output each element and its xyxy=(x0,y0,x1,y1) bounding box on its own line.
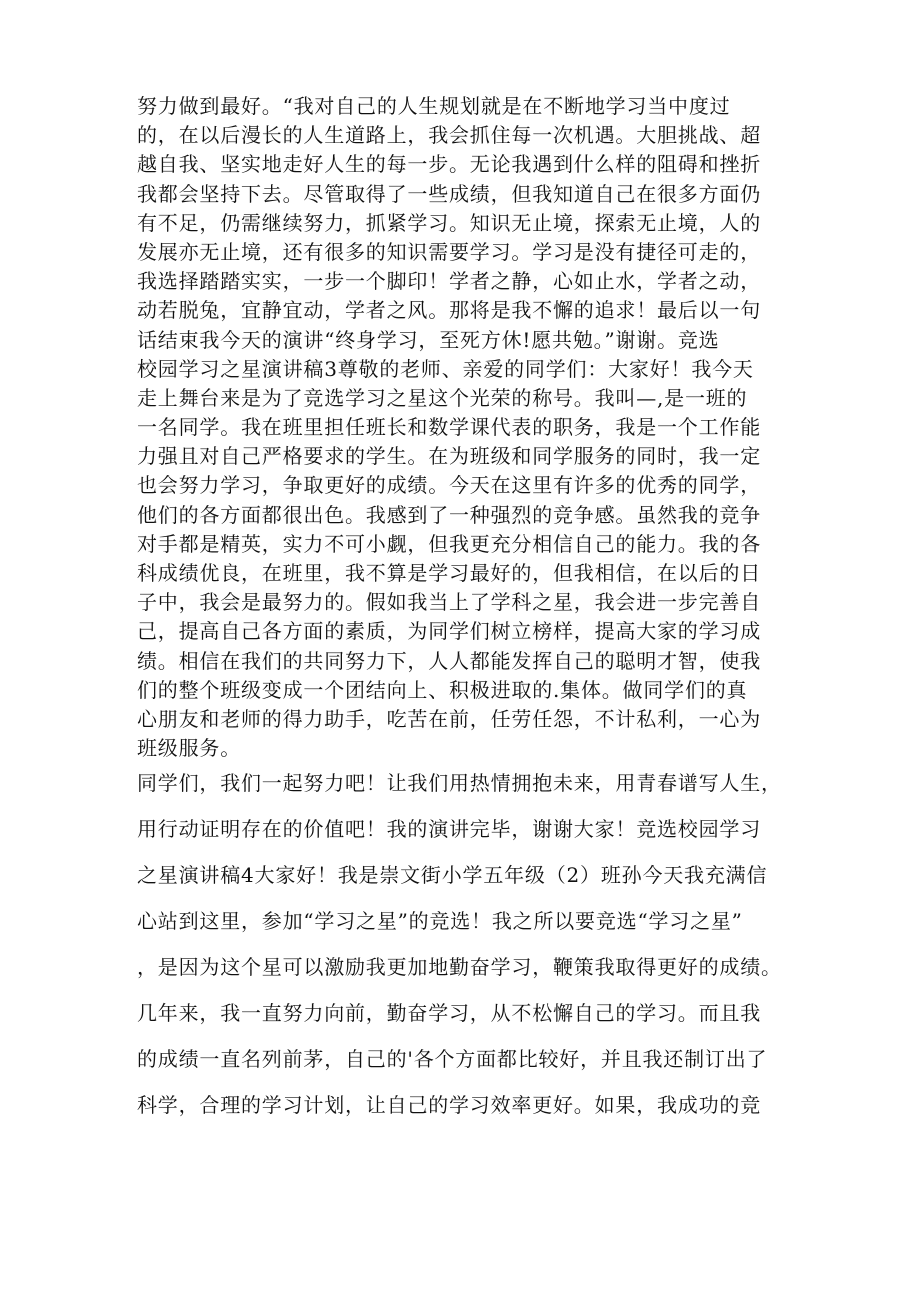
text-line: 之星演讲稿4大家好！我是崇文街小学五年级（2）班孙今天我充满信 xyxy=(137,863,768,887)
text-line: 己，提高自己各方面的素质，为同学们树立榜样，提高大家的学习成 xyxy=(137,619,761,644)
text-line: 努力做到最好。“我对自己的人生规划就是在不断地学习当中度过 xyxy=(137,94,731,118)
text-line: 的成绩一直名列前茅，自己的'各个方面都比较好，并且我还制订出了 xyxy=(137,1047,768,1071)
text-line: 校园学习之星演讲稿3尊敬的老师、亲爱的同学们：大家好！我今天 xyxy=(137,356,754,381)
text-line: 走上舞台来是为了竞选学习之星这个光荣的称号。我叫—,是一班的 xyxy=(137,385,748,410)
text-line: 的，在以后漫长的人生道路上，我会抓住每一次机遇。大胆挑战、超 xyxy=(137,123,761,148)
text-line: 子中，我会是最努力的。假如我当上了学科之星，我会进一步完善自 xyxy=(137,590,761,615)
text-line: 有不足，仍需继续努力，抓紧学习。知识无止境，探索无止境，人的 xyxy=(137,210,761,235)
text-line: 力强且对自己严格要求的学生。在为班级和同学服务的同时，我一定 xyxy=(137,444,761,469)
text-line: 话结束我今天的演讲“终身学习，至死方休!愿共勉。”谢谢。竞选 xyxy=(137,327,720,352)
text-line: 们的整个班级变成一个团结向上、积极进取的.集体。做同学们的真 xyxy=(137,677,748,702)
text-line: 一名同学。我在班里担任班长和数学课代表的职务，我是一个工作能 xyxy=(137,415,761,440)
text-line: 越自我、坚实地走好人生的每一步。无论我遇到什么样的阻碍和挫折 xyxy=(137,152,761,177)
text-line: 动若脱兔，宜静宜动，学者之风。那将是我不懈的追求！最后以一句 xyxy=(137,298,761,323)
text-line: 同学们，我们一起努力吧！让我们用热情拥抱未来，用青春谱写人生， xyxy=(137,771,782,795)
text-line: 用行动证明存在的价值吧！我的演讲完毕，谢谢大家！竞选校园学习 xyxy=(137,817,761,841)
paragraph-dense xyxy=(137,92,817,763)
text-line: 几年来，我一直努力向前，勤奋学习，从不松懈自己的学习。而且我 xyxy=(137,1001,761,1025)
text-line: 班级服务。 xyxy=(137,736,241,761)
text-line: 心站到这里，参加“学习之星”的竞选！我之所以要竞选“学习之星” xyxy=(137,909,743,933)
paragraph-sparse xyxy=(137,760,817,1128)
text-line: 发展亦无止境，还有很多的知识需要学习。学习是没有捷径可走的， xyxy=(137,239,761,264)
text-line: 也会努力学习，争取更好的成绩。今天在这里有许多的优秀的同学， xyxy=(137,473,761,498)
text-line: 他们的各方面都很出色。我感到了一种强烈的竞争感。虽然我的竞争 xyxy=(137,502,761,527)
text-line: ，是因为这个星可以激励我更加地勤奋学习，鞭策我取得更好的成绩。 xyxy=(137,955,782,979)
text-line: 科成绩优良，在班里，我不算是学习最好的，但我相信，在以后的日 xyxy=(137,561,761,585)
text-line: 心朋友和老师的得力助手，吃苦在前，任劳任怨，不计私利，一心为 xyxy=(137,706,761,731)
text-line: 科学，合理的学习计划，让自己的学习效率更好。如果，我成功的竞 xyxy=(137,1093,761,1117)
text-line: 我都会坚持下去。尽管取得了一些成绩，但我知道自己在很多方面仍 xyxy=(137,181,761,206)
text-line: 对手都是精英，实力不可小觑，但我更充分相信自己的能力。我的各 xyxy=(137,531,761,556)
text-line: 我选择踏踏实实，一步一个脚印！学者之静，心如止水，学者之动， xyxy=(137,269,761,294)
text-line: 绩。相信在我们的共同努力下，人人都能发挥自己的聪明才智，使我 xyxy=(137,648,761,673)
